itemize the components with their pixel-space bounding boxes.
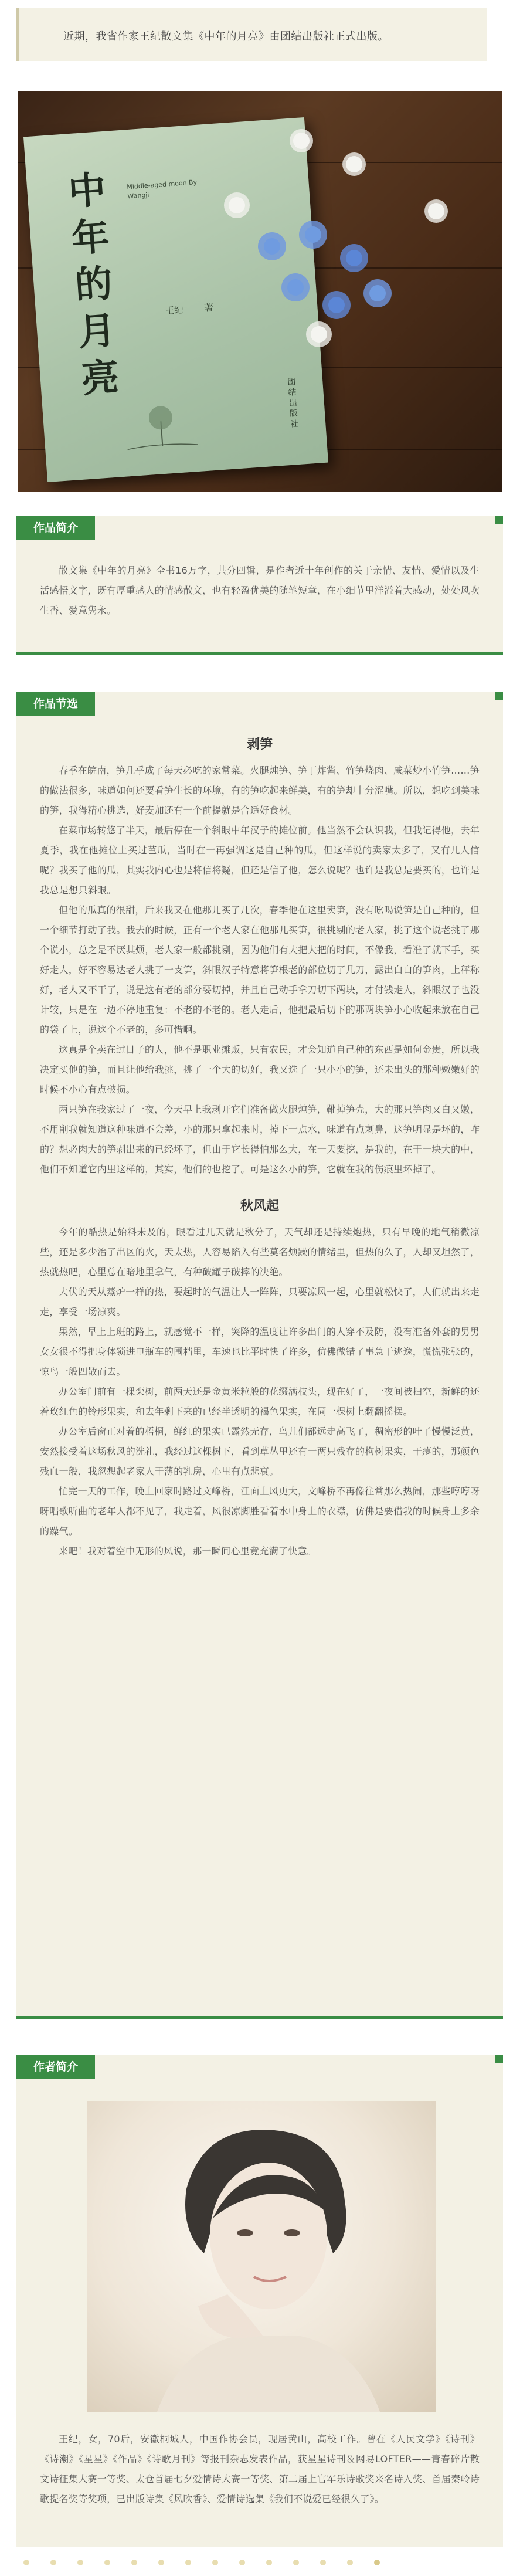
works-intro-body (40, 561, 480, 621)
tree-illustration (124, 401, 198, 453)
author-section (16, 2055, 503, 2547)
carousel-dot[interactable] (77, 2560, 83, 2565)
paragraph: 今年的酷热是始料未及的，眼看过几天就是秋分了，天气却还是持续炮热，只有早晚的地气稍微凉些，还是多少治了出区的火，天太热，人容易陷入有些莫名烦躁的情绪里，但热的久了，人却又坦然了，热就热吧，心里总在暗地里拿气，有种破罐子破摔的决绝。 (40, 1226, 480, 1277)
book-author-name: 王纪 (164, 304, 184, 317)
paragraph: 这真是个卖在过日子的人，他不是职业摊贩，只有农民，才会知道自己种的东西是如何金贵，所以我决定买他的笋，而且让他给我挑，挑了一个大的切好，我又选了一只小小的笋，还未出头的那种嫩嫩好的时候不小心有点破损。 (40, 1044, 480, 1095)
book-cover (23, 117, 328, 482)
book-author (164, 300, 214, 317)
corner-decoration (495, 2055, 503, 2063)
white-flower-icon (428, 203, 444, 219)
carousel-dot[interactable] (293, 2560, 299, 2565)
intro-banner (16, 8, 487, 61)
book-publisher: 团结出版社 (287, 377, 299, 429)
carousel-dot[interactable] (158, 2560, 164, 2565)
carousel-dot[interactable] (266, 2560, 272, 2565)
carousel-dot[interactable] (131, 2560, 137, 2565)
carousel-dot-active[interactable] (374, 2560, 380, 2565)
works-intro-text: 散文集《中年的月亮》全书16万字，共分四辑，是作者近十年创作的关于亲情、友情、爱情以及生活感悟文字，既有厚重感人的情感散文，也有轻盈优美的随笔短章，在小细节里洋溢着大感动，处处风吹生香、爱意隽永。 (40, 565, 480, 616)
author-text: 王纪，女，70后，安徽桐城人，中国作协会员，现居黄山，高校工作。曾在《人民文学》《诗刊》《诗潮》《星星》《作品》《诗歌月刊》等报刊杂志发表作品，获星星诗刊＆网易LOFTER——青春碎片散文诗征集大赛一等奖、太仓首届七夕爱情诗大赛一等奖、第二届上官军乐诗歌奖来名诗人奖、首届秦岭诗歌提名奖等奖项，已出版诗集《风吹香》、爱情诗选集《我们不说爱已经很久了》。 (40, 2433, 480, 2504)
blue-flower-icon (264, 238, 280, 255)
intro-text: 近期，我省作家王纪散文集《中年的月亮》由团结出版社正式出版。 (63, 30, 389, 43)
book-cover-photo (18, 91, 502, 492)
paragraph: 果然，早上上班的路上，就感觉不一样，突降的温度让许多出门的人穿不及防，没有准备外套的男男女女很不得把身体锁进电瓶车的围档里，车速也比平时快了许多，仿佛做错了事急于逃逸，慌慌张张的，惊鸟一般四散而去。 (40, 1326, 480, 1377)
excerpt-section (16, 692, 503, 2019)
paragraph: 大伏的天从蒸炉一样的热，要起时的气温让人一阵阵，只要凉风一起，心里就松快了，人们就出来走走，享受一场凉爽。 (40, 1286, 480, 1317)
carousel-dot[interactable] (104, 2560, 110, 2565)
carousel-dots (23, 2560, 492, 2568)
corner-decoration (495, 692, 503, 700)
chapter-title: 剥笋 (246, 737, 273, 752)
white-flower-icon (293, 133, 310, 149)
carousel-dot[interactable] (50, 2560, 56, 2565)
paragraph: 来吧！我对着空中无形的风说，那一瞬间心里竟充满了快意。 (59, 1545, 317, 1557)
blue-flower-icon (287, 279, 304, 296)
book-title: 中年的月亮 (67, 167, 121, 402)
author-portrait-illustration (87, 2101, 436, 2412)
blue-flower-icon (369, 285, 386, 301)
book-subtitle: Middle-aged moon By Wangji (126, 178, 198, 201)
author-tag: 作者简介 (16, 2055, 95, 2079)
author-portrait (87, 2101, 436, 2412)
divider (16, 2016, 503, 2019)
paragraph: 但他的瓜真的很甜，后来我又在他那儿买了几次，春季他在这里卖笋，没有吆喝说笋是自己种的，但一个细节打动了我。我去的时候，正有一个老人家在他那儿买笋，很挑剔的老人家，挑了这个说老挑了那个说小，总之是不厌其烦，老人家一般都挑剔，因为他们有大把大把的时间，不像我，看准了就下手，买好走人，好不容易达老人挑了一支笋，斜眼汉子特意将笋根老的部位切了几刀，露出白白的笋肉，上秤称好，老人又不干了，说是这有老的部分要切掉，并且自己动手拿刀切下两块，才付钱走人，斜眼汉子也没计较，只是在一边不停地重复：不老的不老的。老人走后，他把最后切下的那两块笋小心收起来放在自己的袋子上，说这个不老的，多可惜啊。 (40, 904, 480, 1035)
paragraph: 办公室后窗正对着的梧桐，鲜红的果实已露然无存，鸟儿们都远走高飞了，稠密形的叶子慢慢泛黄，安然接受着这场秋风的洗礼，我经过这棵树下，看到草丛里还有一两只残存的枸树果实，干瘪的，那颜色残血一般，我忽想起老家人干薄的乳房，心里有点悲哀。 (40, 1426, 480, 1477)
paragraph: 办公室门前有一棵栾树，前两天还是金黄米粒般的花缀满枝头，现在好了，一夜间被扫空，新鲜的还着玫红色的铃形果实，和去年剩下来的已经半透明的褐色果实，在同一棵树上翻翻摇摆。 (40, 1386, 480, 1417)
divider (16, 652, 503, 655)
paragraph: 忙完一天的工作，晚上回家时路过文峰桥，江面上风更大，文峰桥不再像往常那么热闹，那些哼哼呀呀唱歌听曲的老年人都不见了，我走着，风很凉脚胜看着水中身上的衣襟，仿佛是要借我的时候身上多余的躁气。 (40, 1486, 480, 1537)
excerpt-tag: 作品节选 (16, 692, 95, 716)
carousel-dot[interactable] (23, 2560, 29, 2565)
works-intro-tag: 作品简介 (16, 516, 95, 540)
works-intro-section (16, 516, 503, 655)
blue-flower-icon (328, 297, 345, 313)
corner-decoration (495, 516, 503, 524)
author-body (40, 2429, 480, 2509)
excerpt-body (40, 734, 480, 1561)
carousel-dot[interactable] (185, 2560, 191, 2565)
carousel-dot[interactable] (347, 2560, 353, 2565)
carousel-dot[interactable] (212, 2560, 218, 2565)
blue-flower-icon (305, 226, 321, 243)
carousel-dot[interactable] (320, 2560, 326, 2565)
chapter-title: 秋风起 (240, 1198, 279, 1214)
book-author-suffix: 著 (203, 301, 214, 314)
white-flower-icon (346, 156, 362, 172)
white-flower-icon (311, 326, 327, 343)
paragraph: 两只笋在我家过了一夜，今天早上我剥开它们准备做火腿炖笋，靴掉笋壳，大的那只笋肉又白又嫩，不用削我就知道这种味道不会差，小的那只拿起来时，掉下一点水，味道有点刺鼻，这笋明显是坏的，咋的？想必肉大的笋剥出来的已经坏了，但由于它长得怕那么大，在一天要挖，是我的，在干一块大的中，他们不知道它内里这样的，其实，他们的也挖了。可是这么小的笋，它就在我的伤痕里坏掉了。 (40, 1104, 480, 1175)
carousel-dot[interactable] (239, 2560, 245, 2565)
white-flower-icon (229, 197, 245, 213)
paragraph: 春季在皖南，笋几乎成了每天必吃的家常菜。火腿炖笋、笋丁炸酱、竹笋烧肉、咸菜炒小竹笋……笋的做法很多，味道如何还要看笋生长的环境，有的笋吃起来鲜美，有的笋却十分涩嘴。所以，想吃到美味的笋，我得精心挑选，好麦加还有一个前提就是合适好食材。 (40, 765, 480, 816)
blue-flower-icon (346, 250, 362, 266)
paragraph: 在菜市场转悠了半天，最后停在一个斜眼中年汉子的摊位前。他当然不会认识我，但我记得他，去年夏季，我在他摊位上买过芭瓜，当时在一再强调这是自己种的瓜，但这样说的卖家太多了，又有几人信呢？我买了他的瓜，其实我内心也是将信将疑，但还是信了他，怎么说呢？也许是我总是要买的，也许是我总是想只斜眼。 (40, 825, 480, 896)
